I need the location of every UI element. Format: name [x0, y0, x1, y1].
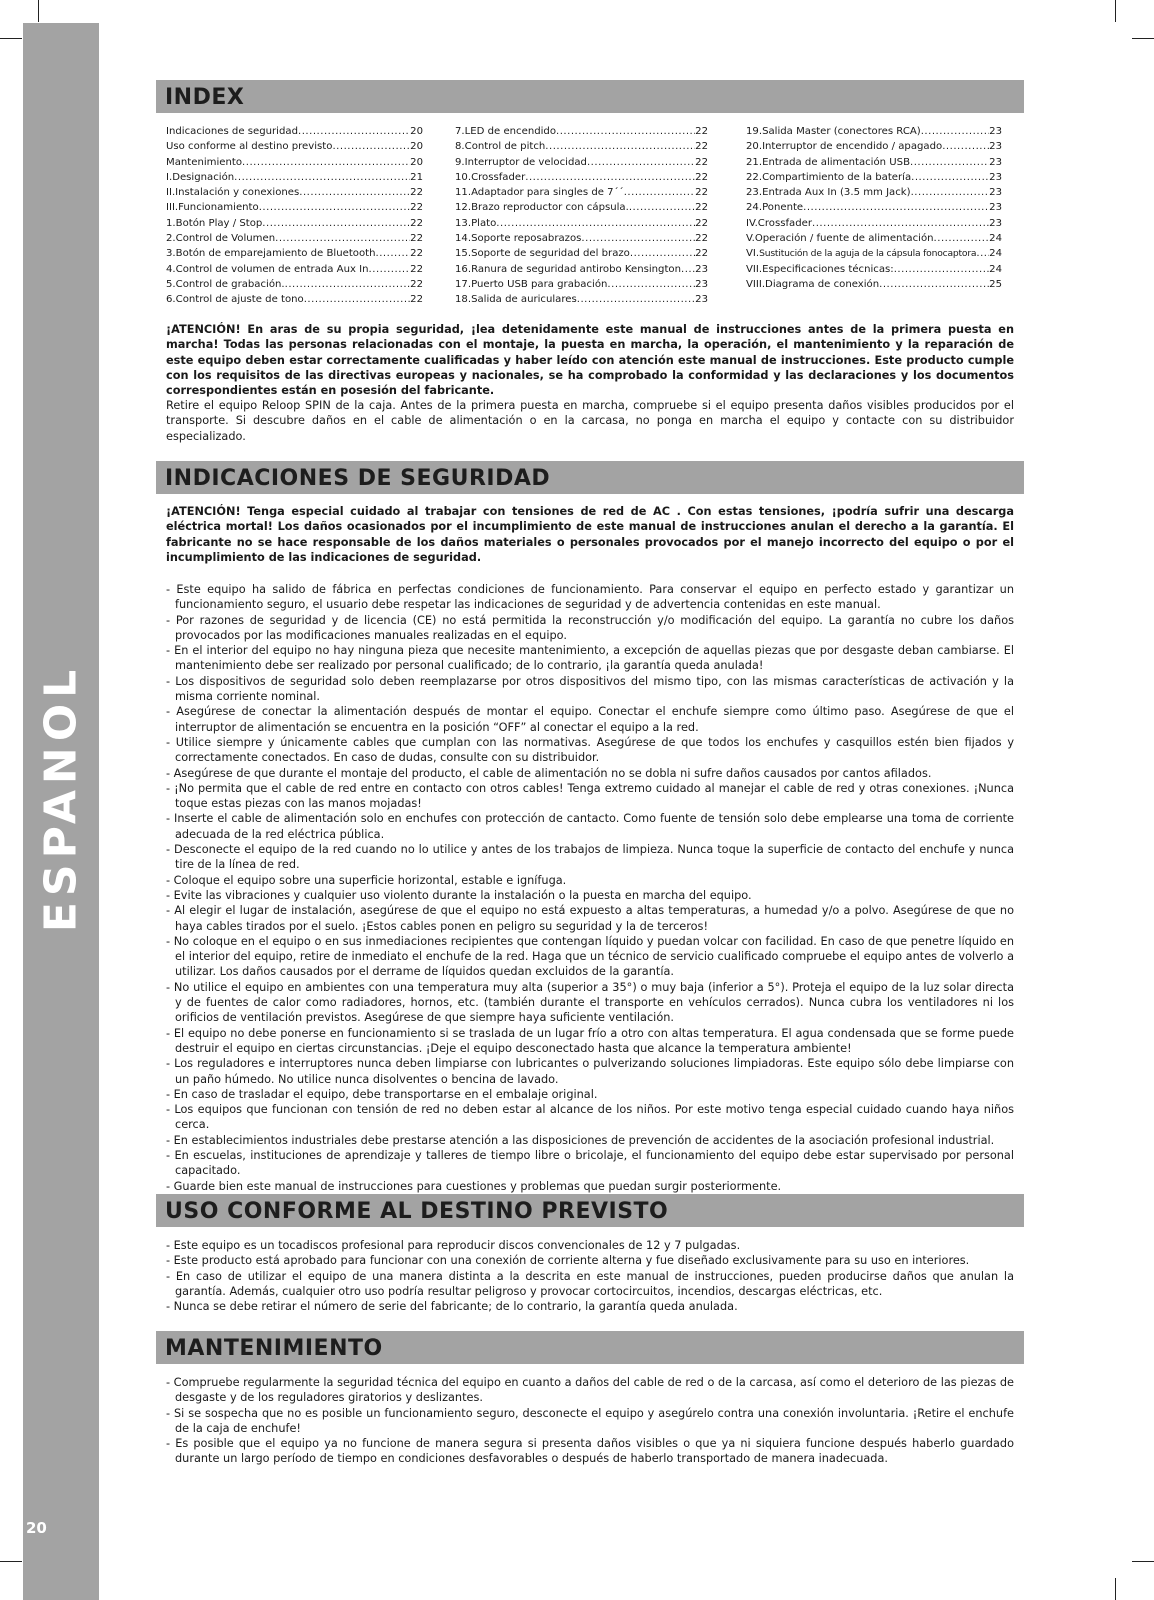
index-leader-dots [375, 246, 410, 261]
index-entry-label: Puerto USB para grabación [471, 278, 608, 290]
index-entry-label: Control de Volumen [175, 233, 276, 245]
crop-mark [1132, 1561, 1154, 1562]
index-entry-label: Interruptor de velocidad [464, 156, 587, 168]
index-entry-label: Instalación y conexiones [175, 187, 300, 199]
index-entry-number: 3. [166, 248, 176, 260]
index-entry-page: 22 [410, 263, 423, 275]
safety-list [166, 582, 1014, 1194]
index-leader-dots [803, 200, 989, 215]
index-entry [455, 124, 708, 139]
index-entry-page: 22 [695, 233, 708, 245]
index-entry [746, 170, 1002, 185]
index-entry-label: Brazo reproductor con cápsula. [471, 202, 629, 214]
index-entry-page: 23 [695, 278, 708, 290]
index-entry-page: 20 [410, 126, 423, 137]
index-entry-page: 23 [989, 202, 1002, 214]
index-entry-number: 4. [166, 263, 176, 275]
index-entry-number: 19. [746, 126, 763, 137]
list-item: - ¡No permita que el cable de red entre en contacto con otros cables! Tenga extremo cuidado al manejar el cable de red y otras conexiones. ¡Nunca toque estas piezas con las manos mojadas! [166, 781, 1014, 811]
index-leader-dots [545, 139, 695, 154]
index-entry-page: 23 [695, 263, 708, 275]
index-entry-label: Interruptor de encendido / apagado [762, 141, 943, 153]
index-entry-page: 23 [989, 141, 1002, 153]
index-entry-number: VI. [746, 248, 760, 260]
index-entry-number: 18. [455, 294, 472, 306]
index-entry [166, 170, 423, 185]
index-leader-dots [630, 246, 695, 261]
index-entry [166, 155, 423, 170]
maintenance-heading: MANTENIMIENTO [156, 1331, 1024, 1364]
index-entry-page: 22 [695, 187, 708, 199]
index-entry-page: 22 [695, 141, 708, 153]
usage-heading: USO CONFORME AL DESTINO PREVISTO [156, 1194, 1024, 1227]
index-leader-dots [894, 262, 989, 277]
index-entry [746, 262, 1002, 277]
index-entry-number: 10. [455, 171, 472, 183]
index-entry-number: 1. [166, 217, 176, 229]
index-entry-page: 22 [410, 278, 423, 290]
index-entry-number: 6. [166, 294, 176, 306]
index-entry [166, 200, 423, 215]
index-entry-page: 20 [410, 141, 423, 153]
index-entry-number: III. [166, 202, 179, 214]
index-leader-dots [911, 170, 989, 185]
index-leader-dots [234, 170, 410, 185]
index-leader-dots [285, 277, 411, 292]
index-entry-page: 22 [410, 233, 423, 245]
page-number: 20 [26, 1519, 47, 1537]
index-entry-page: 25 [989, 278, 1002, 290]
index-entry-page: 22 [695, 248, 708, 260]
list-item: - No coloque en el equipo o en sus inmediaciones recipientes que contengan líquido y puedan volcar con facilidad. En caso de que penetre líquido en el interior del equipo, retire de inmediato el enchufe de la red. Haga que un técnico de servicio cualificado compruebe el equipo antes de volverlo a utilizar. Los daños causados por el derrame de líquidos quedan excluidos de la garantía. [166, 934, 1014, 979]
index-entry-number: 9. [455, 156, 465, 168]
index-entry-label: Mantenimiento [166, 156, 243, 168]
index-entry-label: Soporte de seguridad del brazo [471, 248, 630, 260]
safety-heading: INDICACIONES DE SEGURIDAD [156, 461, 1024, 494]
index-entry-number: 21. [746, 156, 763, 168]
index-entry [746, 155, 1002, 170]
index-entry-label: LED de encendido [464, 126, 557, 137]
index-entry-page: 23 [989, 126, 1002, 137]
list-item: - En establecimientos industriales debe prestarse atención a las disposiciones de prevención de accidentes de la asociación profesional industrial. [166, 1133, 995, 1147]
index-entry-number: 7. [455, 126, 465, 137]
index-entry [455, 277, 708, 292]
index-leader-dots [812, 216, 989, 231]
index-entry [166, 185, 423, 200]
index-leader-dots [629, 200, 695, 215]
index-leader-dots [525, 170, 695, 185]
language-label: ESPANOL [35, 663, 87, 933]
index-entry-page: 23 [695, 294, 708, 306]
index-entry-page: 22 [410, 202, 423, 214]
index-entry-page: 21 [410, 171, 423, 183]
index-entry [166, 124, 423, 139]
index-entry [166, 231, 423, 246]
index-entry-label: Crossfader [471, 171, 526, 183]
index-heading: INDEX [156, 80, 1024, 113]
safety-list-container [166, 582, 1014, 1194]
list-item: - Asegúrese de conectar la alimentación después de montar el equipo. Conectar el enchufe siempre como último paso. Asegúrese de que el interruptor de alimentación se encuentra en la posición “OFF” al conectar el equipo a la red. [166, 705, 1014, 734]
usage-list [166, 1238, 1014, 1314]
index-leader-dots [577, 292, 695, 307]
list-item: - El equipo no debe ponerse en funcionamiento si se traslada de un lugar frío a otro con altas temperatura. El agua condensada que se forme puede destruir el equipo en ciertas circunstancias. ¡Deje el equipo desconectado hasta que alcance la temperatura ambiente! [166, 1026, 1014, 1055]
index-column-2 [455, 124, 708, 308]
index-entry-label: Compartimiento de la batería [762, 171, 912, 183]
index-entry-number: VIII. [746, 278, 766, 290]
list-item: - Este equipo ha salido de fábrica en perfectas condiciones de funcionamiento. Para conservar el equipo en perfecto estado y garantizar un funcionamiento seguro, el usuario debe respetar las indicaciones de seguridad y de advertencia contenidas en este manual. [166, 583, 1014, 612]
index-leader-dots [681, 262, 695, 277]
safety-warning: ¡ATENCIÓN! Tenga especial cuidado al trabajar con tensiones de red de AC . Con estas tensiones, ¡podría sufrir una descarga eléctrica mortal! Los daños ocasionados por el incumplimiento de este manual de instrucciones anulan el derecho a la garantía. El fabricante no se hace responsable de los daños materiales o personales provocados por el manejo incorrecto del equipo o por el incumplimiento de las indicaciones de seguridad. [166, 505, 1014, 564]
index-entry [166, 262, 423, 277]
index-entry [746, 185, 1002, 200]
index-entry-label: Operación / fuente de alimentación [754, 233, 934, 245]
list-item: - Este equipo es un tocadiscos profesional para reproducir discos convencionales de 12 y 7 pulgadas. [166, 1239, 741, 1252]
index-leader-dots [556, 124, 695, 139]
list-item: - En el interior del equipo no hay ninguna pieza que necesite mantenimiento, a excepción de aquellas piezas que por desgaste deban cambiarse. El mantenimiento debe ser realizado por personal cualificado; de lo contrario, ¡la garantía queda anulada! [166, 644, 1014, 673]
index-entry [746, 231, 1002, 246]
index-entry-number: 5. [166, 278, 176, 290]
index-entry-label: Entrada de alimentación USB [762, 156, 910, 168]
index-leader-dots [607, 277, 695, 292]
maintenance-list [166, 1375, 1014, 1467]
index-entry [455, 216, 708, 231]
index-leader-dots [369, 262, 411, 277]
index-entry [746, 124, 1002, 139]
list-item: - Compruebe regularmente la seguridad técnica del equipo en cuanto a daños del cable de red o de la carcasa, así como el deterioro de las piezas de desgaste y de los reguladores giratorios y deslizantes. [166, 1376, 1014, 1405]
index-leader-dots [259, 200, 410, 215]
index-entry-label: Diagrama de conexión [765, 278, 880, 290]
index-entry-page: 22 [695, 171, 708, 183]
index-entry-page: 22 [410, 294, 423, 306]
index-entry-number: 15. [455, 248, 472, 260]
crop-mark [1132, 38, 1154, 39]
list-item: - Utilice siempre y únicamente cables que cumplan con las normativas. Asegúrese de que todos los enchufes y casquillos estén bien fijados y correctamente conectados. En caso de dudas, consulte con su distribuidor. [166, 735, 1014, 765]
list-item: - En caso de trasladar el equipo, debe transportarse en el embalaje original. [166, 1087, 598, 1101]
index-entry-number: 23. [746, 187, 763, 199]
index-leader-dots [934, 231, 990, 246]
list-item: - En caso de utilizar el equipo de una manera distinta a la descrita en este manual de instrucciones, pueden producirse daños que anulan la garantía. Además, cualquier otro uso podría resultar peligroso y provocar cortocircuitos, incendios, descargas eléctricas, etc. [166, 1269, 1014, 1298]
index-entry-number: II. [166, 187, 176, 199]
index-leader-dots [942, 139, 989, 154]
index-entry-page: 23 [989, 171, 1002, 183]
list-item: - Por razones de seguridad y de licencia (CE) no está permitida la reconstrucción y/o modificación del equipo. La garantía no cubre los daños provocados por las modificaciones manuales realizadas en el equipo. [166, 613, 1014, 642]
index-entry [746, 246, 1002, 261]
list-item: - En escuelas, instituciones de aprendizaje y talleres de tiempo libre o bricolaje, el funcionamiento del equipo debe estar supervisado por personal capacitado. [166, 1148, 1014, 1178]
index-entry-number: VII. [746, 263, 763, 275]
index-leader-dots [275, 231, 410, 246]
index-entry-label: Indicaciones de seguridad [166, 126, 298, 137]
list-item: - Evite las vibraciones y cualquier uso violento durante la instalación o la puesta en marcha del equipo. [166, 888, 752, 902]
index-leader-dots [299, 185, 410, 200]
index-entry-label: Especificaciones técnicas: [762, 263, 894, 275]
index-entry [746, 277, 1002, 292]
index-entry-number: V. [746, 233, 755, 245]
index-entry [166, 139, 423, 154]
index-entry-page: 22 [410, 248, 423, 260]
index-entry-page: 20 [410, 156, 423, 168]
index-entry-label: Entrada Aux In (3.5 mm Jack) [762, 187, 911, 199]
list-item: - Si se sospecha que no es posible un funcionamiento seguro, desconecte el equipo y asegúrelo contra una conexión involuntaria. ¡Retire el enchufe de la caja de enchufe! [166, 1406, 1014, 1435]
index-entry-label: Control de grabación. [175, 278, 285, 290]
index-entry-page: 22 [695, 156, 708, 168]
index-entry-label: Crossfader [757, 217, 812, 229]
list-item: - Los reguladores e interruptores nunca deben limpiarse con lubricantes o pulverizando soluciones limpiadoras. Este equipo sólo debe limpiarse con un paño húmedo. No utilice nunca disolventes o bencina de lavado. [166, 1057, 1014, 1086]
index-entry-label: Soporte reposabrazos [471, 233, 582, 245]
index-entry-label: Botón Play / Stop [175, 217, 263, 229]
crop-mark [38, 0, 39, 22]
crop-mark [1115, 1578, 1116, 1600]
list-item: - Asegúrese de que durante el montaje del producto, el cable de alimentación no se dobla ni sufre daños causados por cantos afilados. [166, 766, 932, 780]
index-entry [455, 246, 708, 261]
index-leader-dots [587, 155, 695, 170]
list-item: - Este producto está aprobado para funcionar con una conexión de corriente alterna y fue diseñado exclusivamente para su uso en interiores. [166, 1254, 970, 1268]
index-entry-page: 22 [695, 217, 708, 229]
index-leader-dots [262, 216, 410, 231]
index-leader-dots [911, 185, 990, 200]
intro-warning: ¡ATENCIÓN! En aras de su propia seguridad, ¡lea detenidamente este manual de instrucciones antes de la primera puesta en marcha! Todas las personas relacionadas con el montaje, la puesta en marcha, la operación, el mantenimiento y la reparación de este equipo deben estar correctamente cualificadas y haber leído con atención este manual de instrucciones. Este producto cumple con los requisitos de las directivas europeas y nacionales, se ha comprobado la conformidad y las declaraciones y los documentos correspondientes están en posesión del fabricante. [166, 323, 1014, 398]
index-entry-number: 17. [455, 278, 472, 290]
index-leader-dots [921, 124, 989, 139]
usage-list-container [166, 1238, 1014, 1314]
maintenance-list-container [166, 1375, 1014, 1467]
index-entry-label: Sustitución de la aguja de la cápsula fonocaptora [759, 248, 977, 260]
index-entry [746, 200, 1002, 215]
list-item: - Los equipos que funcionan con tensión de red no deben estar al alcance de los niños. Por este motivo tenga especial cuidado cuando haya niños cerca. [166, 1103, 1014, 1132]
index-entry-label: Funcionamiento [178, 202, 259, 214]
index-entry-number: 20. [746, 141, 763, 153]
index-entry-number: 14. [455, 233, 472, 245]
index-entry-page: 22 [695, 126, 708, 137]
list-item: - Es posible que el equipo ya no funcione de manera segura si presenta daños visibles o que ya ni siquiera funcione después haberlo guardado durante un largo período de tiempo en condiciones desfavorables o después de haberlo transportado de manera inadecuada. [166, 1437, 1014, 1466]
index-column-3 [746, 124, 1002, 292]
list-item: - Coloque el equipo sobre una superficie horizontal, estable e ignífuga. [166, 873, 567, 887]
index-entry-label: Plato [471, 217, 497, 229]
index-leader-dots [581, 231, 695, 246]
index-entry [166, 216, 423, 231]
crop-mark [1115, 0, 1116, 22]
index-entry-number: 11. [455, 187, 472, 199]
index-entry-label: Uso conforme al destino previsto [166, 141, 333, 153]
index-entry-label: Ponente [762, 202, 804, 214]
index-entry-label: Designación [172, 171, 235, 183]
index-entry-label: Adaptador para singles de 7´´ [471, 187, 624, 199]
index-entry [455, 200, 708, 215]
index-entry-number: 16. [455, 263, 472, 275]
index-entry-number: 12. [455, 202, 472, 214]
index-leader-dots [304, 292, 410, 307]
list-item: - Nunca se debe retirar el número de serie del fabricante; de lo contrario, la garantía queda anulada. [166, 1300, 738, 1314]
index-entry-number: I. [166, 171, 173, 183]
list-item: - Al elegir el lugar de instalación, asegúrese de que el equipo no está expuesto a altas temperaturas, a humedad y/o a polvo. Asegúrese de que no haya cables tirados por el suelo. ¡Estos cables ponen en peligro su seguridad y la de terceros! [166, 904, 1014, 933]
index-entry-label: Control de pitch [464, 141, 546, 153]
index-leader-dots [879, 277, 989, 292]
index-entry-page: 23 [989, 217, 1002, 229]
index-entry-number: 8. [455, 141, 465, 153]
index-entry [455, 139, 708, 154]
index-entry [455, 170, 708, 185]
index-entry [455, 231, 708, 246]
index-entry-page: 23 [989, 156, 1002, 168]
index-entry [455, 185, 708, 200]
crop-mark [0, 38, 22, 39]
index-leader-dots [624, 185, 695, 200]
index-entry-number: 22. [746, 171, 763, 183]
index-entry [166, 246, 423, 261]
index-entry-page: 24 [989, 263, 1002, 275]
index-column-1 [166, 124, 423, 308]
index-entry [746, 139, 1002, 154]
index-entry-number: IV. [746, 217, 758, 229]
index-entry-label: Ranura de seguridad antirobo Kensington [471, 263, 682, 275]
index-leader-dots [976, 246, 989, 261]
index-entry-page: 24 [989, 233, 1002, 245]
index-leader-dots [242, 155, 410, 170]
index-entry-label: Salida de auriculares [471, 294, 577, 306]
index-entry-page: 22 [410, 217, 423, 229]
index-entry-number: 13. [455, 217, 472, 229]
index-entry-page: 22 [410, 187, 423, 199]
index-leader-dots [332, 139, 410, 154]
list-item: - Guarde bien este manual de instrucciones para cuestiones y problemas que puedan surgir posteriormente. [166, 1179, 782, 1193]
list-item: - Desconecte el equipo de la red cuando no lo utilice y antes de los trabajos de limpieza. Nunca toque la superficie de contacto del enchufe y nunca tire de la línea de red. [166, 843, 1014, 872]
index-entry-number: 2. [166, 233, 176, 245]
index-entry-label: Control de ajuste de tono [175, 294, 304, 306]
index-entry [455, 292, 708, 307]
index-entry [166, 277, 423, 292]
intro-text: Retire el equipo Reloop SPIN de la caja. Antes de la primera puesta en marcha, compruebe si el equipo presenta daños visibles producidos por el transporte. Si descubre daños en el cable de alimentación o en la carcasa, no ponga en marcha el equipo y contacte con su distribuidor especializado. [166, 399, 1014, 443]
index-entry-number: 24. [746, 202, 763, 214]
index-entry-page: 23 [989, 187, 1002, 199]
index-entry-label: Salida Master (conectores RCA) [762, 126, 921, 137]
index-entry [455, 155, 708, 170]
index-entry [746, 216, 1002, 231]
index-leader-dots [298, 124, 410, 139]
index-leader-dots [496, 216, 695, 231]
list-item: - Inserte el cable de alimentación solo en enchufes con protección de cantacto. Como fuente de tensión solo debe emplearse una toma de corriente adecuada de la red eléctrica pública. [166, 812, 1014, 841]
index-entry-label: Botón de emparejamiento de Bluetooth [175, 248, 376, 260]
crop-mark [0, 1561, 22, 1562]
index-entry-page: 22 [695, 202, 708, 214]
index-entry [455, 262, 708, 277]
index-entry [166, 292, 423, 307]
index-entry-page: 24 [989, 248, 1002, 260]
list-item: - No utilice el equipo en ambientes con una temperatura muy alta (superior a 35°) o muy baja (inferior a 5°). Proteja el equipo de la luz solar directa y de fuentes de calor como radiadores, hornos, etc. (también durante el transporte en vehículos cerrados). Nunca cubra los ventiladores ni los orificios de ventilación previstos. Asegúrese de que siempre haya suficiente ventilación. [166, 980, 1014, 1025]
index-leader-dots [910, 155, 989, 170]
index-entry-label: Control de volumen de entrada Aux In [175, 263, 369, 275]
list-item: - Los dispositivos de seguridad solo deben reemplazarse por otros dispositivos del mismo tipo, con las mismas características de activación y la misma corriente nominal. [166, 674, 1014, 704]
